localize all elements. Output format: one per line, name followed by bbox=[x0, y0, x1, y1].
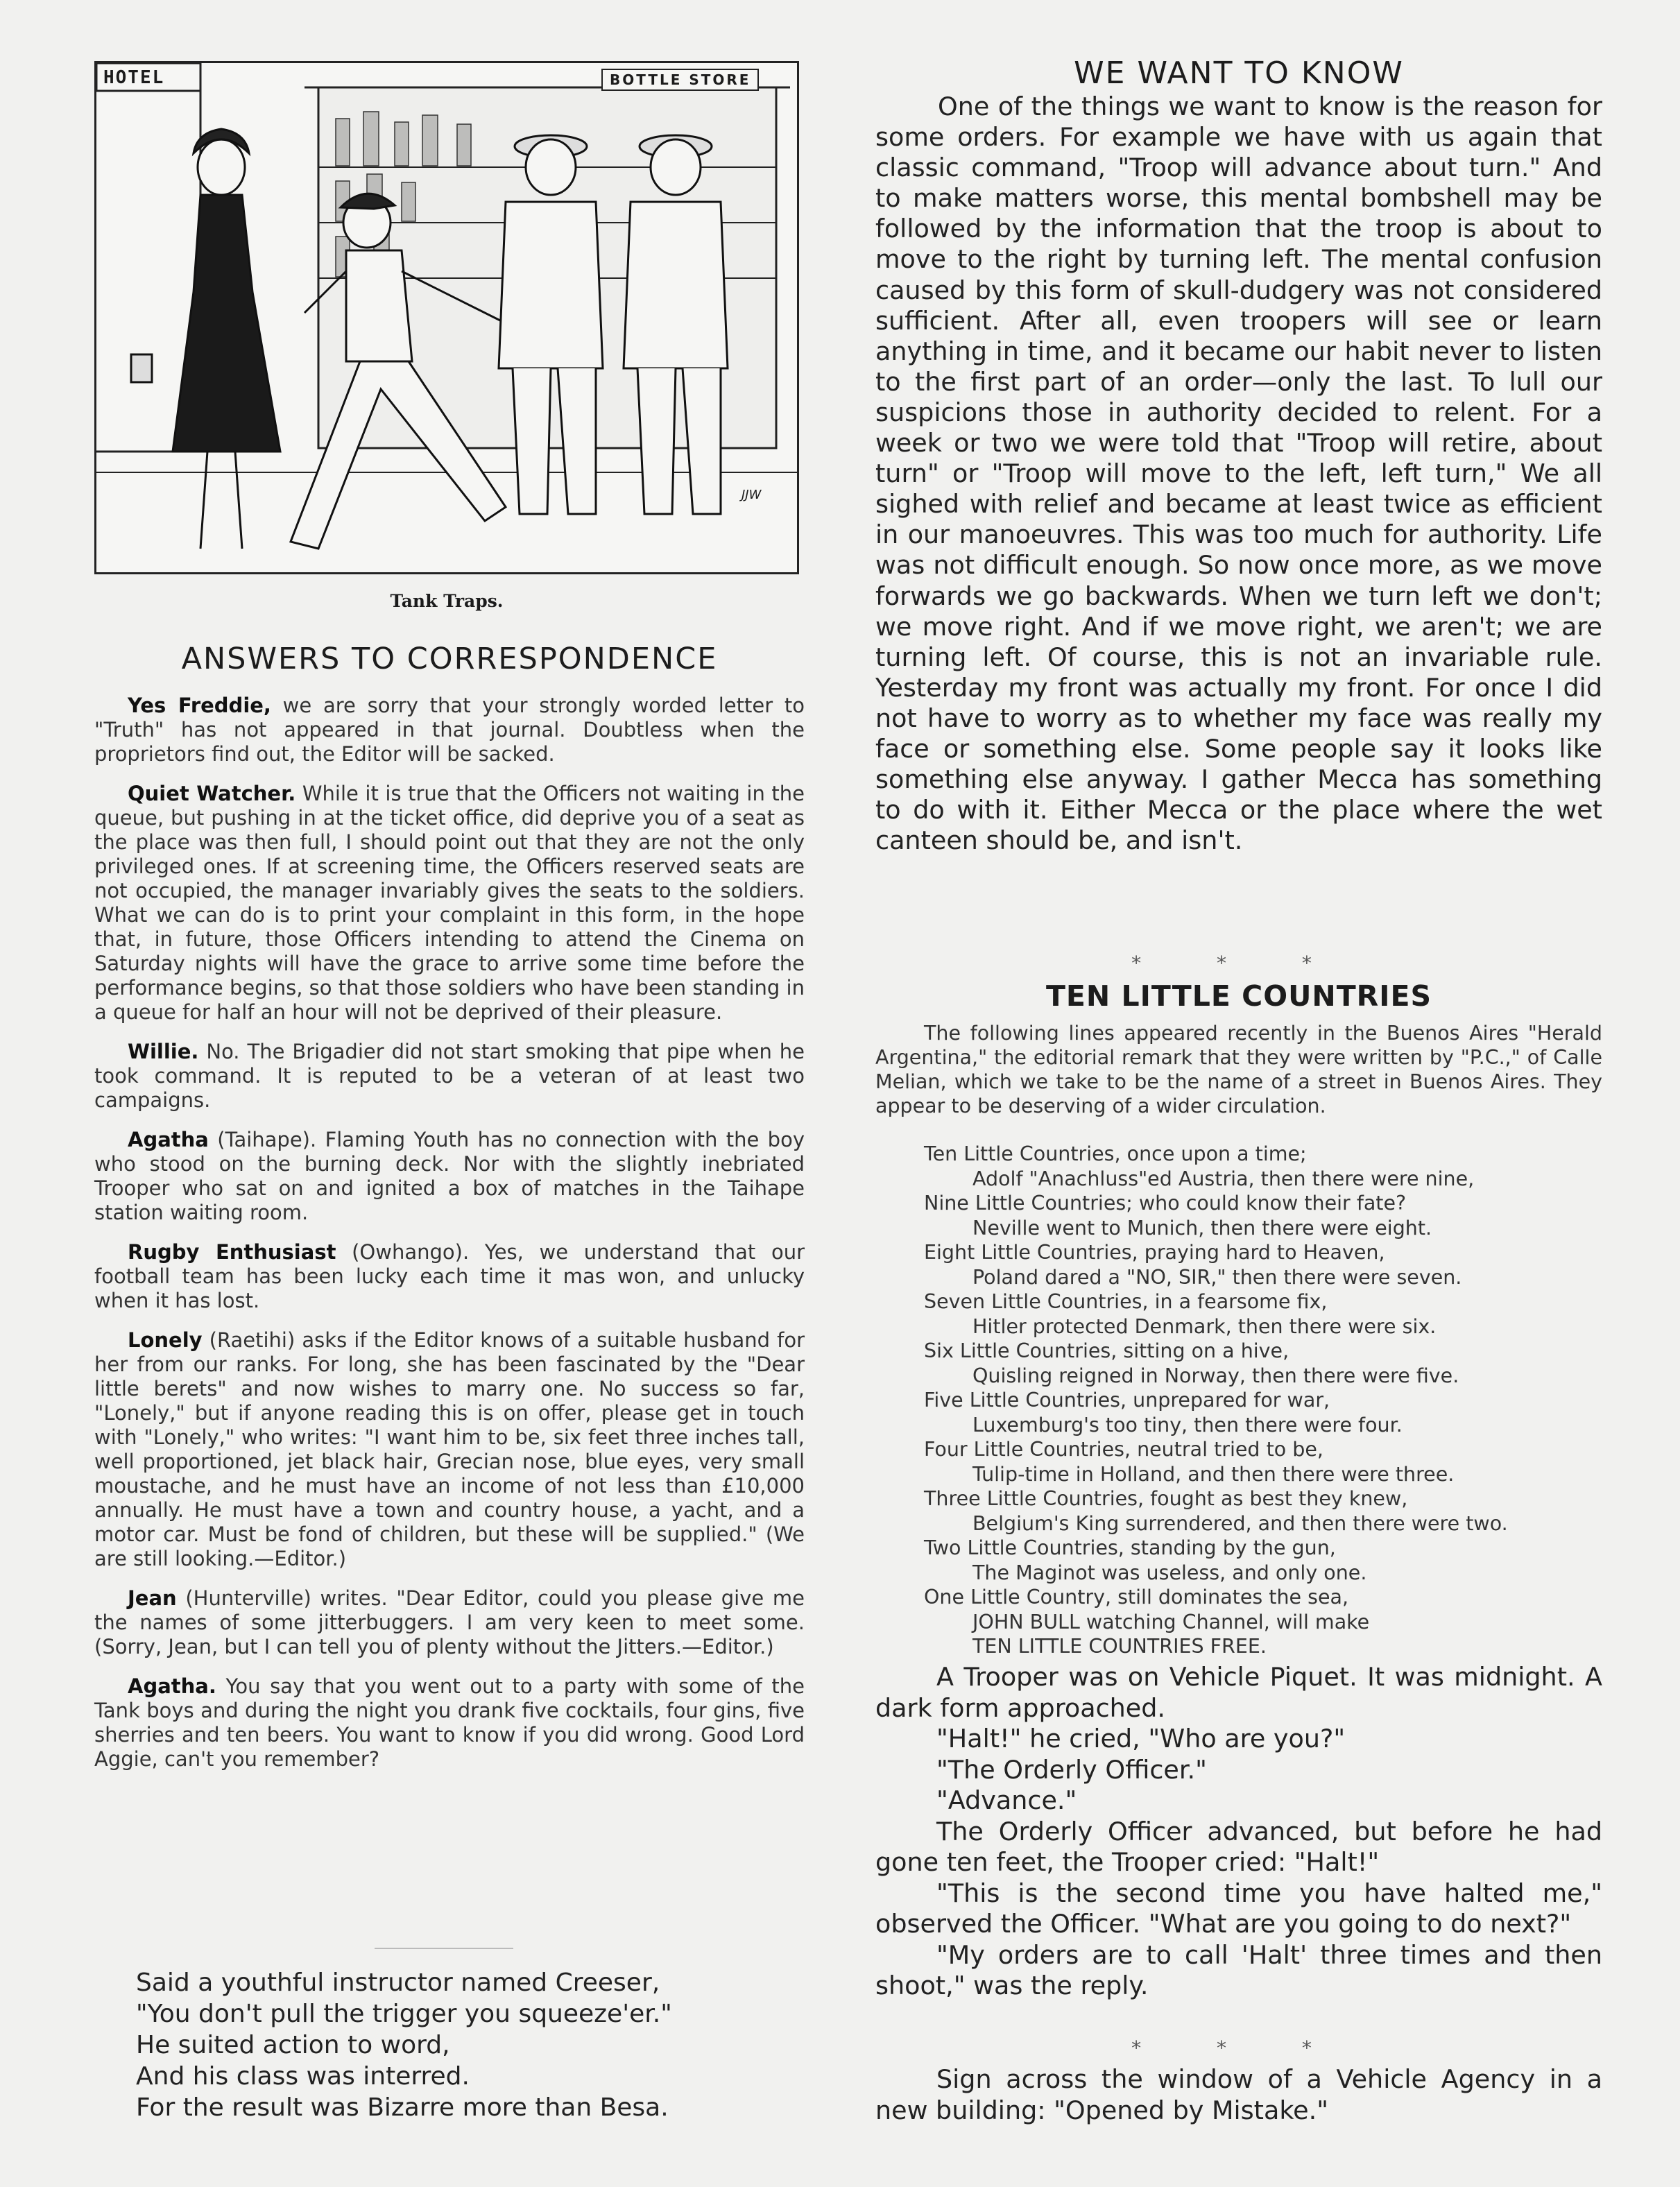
limerick-line: Said a youthful instructor named Creeser, bbox=[136, 1969, 660, 1997]
limerick bbox=[136, 1967, 802, 2123]
poem-line: Three Little Countries, fought as best they knew, bbox=[924, 1487, 1408, 1510]
limerick-line: For the result was Bizarre more than Besa. bbox=[136, 2093, 669, 2122]
want-article: One of the things we want to know is the reason for some orders. For example we have with us again that classic command, "Troop will advance about turn." And to make matters worse, this mental bombshell may be followed by the information that the troop is about to move to the right by turning left. The mental confusion caused by this form of skull-dudgery was not considered sufficient. After all, even troopers will see or learn anything in time, and it became our habit never to listen to the first part of an order—only the last. To lull our suspicions those in authority decided to relent. For a week or two we were told that "Troop will retire, about turn" or "Troop will move to the left, left turn," We all sighed with relief and became at least twice as efficient in our manoeuvres. This was too much for authority. Life was not difficult enough. So now once more, as we move forwards we go backwards. When we turn left we don't; we move right. And if we move right, we aren't; we are turning left. Of course, this is not an invariable rule. Yesterday my front was actually my front. For once I did not have to worry as to whether my face was really my face or something else. Some people say it looks like something else anyway. I gather Mecca has something to do with it. Either Mecca or the place where the wet canteen should be, and isn't. bbox=[875, 92, 1602, 856]
poem-line: JOHN BULL watching Channel, will make bbox=[972, 1610, 1370, 1633]
poem-line: Neville went to Munich, then there were eight. bbox=[972, 1216, 1432, 1240]
poem-line: Four Little Countries, neutral tried to be, bbox=[924, 1438, 1323, 1461]
bottle-store-sign: BOTTLE STORE bbox=[601, 69, 759, 91]
want-heading: WE WANT TO KNOW bbox=[1074, 55, 1404, 91]
ten-heading: TEN LITTLE COUNTRIES bbox=[1045, 979, 1432, 1013]
poem-line: Poland dared a "NO, SIR," then there were seven. bbox=[972, 1265, 1462, 1289]
separator-stars-2: * * * bbox=[1131, 2036, 1346, 2059]
poem-line: Five Little Countries, unprepared for war, bbox=[924, 1389, 1330, 1412]
poem-line: The Maginot was useless, and only one. bbox=[972, 1561, 1367, 1584]
answer-entry: Rugby Enthusiast (Owhango). Yes, we understand that our football team has been lucky each time it mas won, and unlucky when it has lost. bbox=[94, 1240, 805, 1312]
cartoon-illustration bbox=[94, 61, 799, 574]
answer-entry: Willie. No. The Brigadier did not start smoking that pipe when he took command. It is reputed to be a veteran of at least two campaigns. bbox=[94, 1040, 805, 1112]
poem-line: Eight Little Countries, praying hard to Heaven, bbox=[924, 1241, 1385, 1264]
story-paragraph: The Orderly Officer advanced, but before he had gone ten feet, the Trooper cried: "Halt!" bbox=[875, 1816, 1602, 1877]
poem-line: Quisling reigned in Norway, then there were five. bbox=[972, 1364, 1459, 1387]
answers-list bbox=[94, 694, 805, 1787]
answer-entry: Jean (Hunterville) writes. "Dear Editor, could you please give me the names of some jitterbuggers. I am very keen to meet some. (Sorry, Jean, but I can tell you of plenty without the Jitters.—Editor.) bbox=[94, 1586, 805, 1658]
vehicle-agency-joke bbox=[875, 2064, 1602, 2126]
poem-line: Adolf "Anachluss"ed Austria, then there were nine, bbox=[972, 1167, 1475, 1190]
ten-poem bbox=[924, 1142, 1611, 1659]
ten-intro: The following lines appeared recently in the Buenos Aires "Herald Argentina," the editorial remark that they were written by "P.C.," of Calle Melian, which we take to be the name of a street in Buenos Aires. They appear to be deserving of a wider circulation. bbox=[875, 1022, 1602, 1117]
cartoon-caption: Tank Traps. bbox=[390, 591, 504, 611]
story-paragraph: A Trooper was on Vehicle Piquet. It was midnight. A dark form approached. bbox=[875, 1662, 1602, 1723]
poem-line: Nine Little Countries; who could know their fate? bbox=[924, 1192, 1407, 1215]
poem-line: Tulip-time in Holland, and then there were three. bbox=[972, 1462, 1455, 1486]
poem-line: Seven Little Countries, in a fearsome fix, bbox=[924, 1290, 1328, 1313]
hotel-sign: HOTEL bbox=[103, 67, 165, 88]
cartoon-drawing bbox=[96, 63, 797, 572]
story-paragraph: "Advance." bbox=[936, 1785, 1077, 1815]
limerick-line: "You don't pull the trigger you squeeze'er." bbox=[136, 2000, 672, 2028]
story-paragraph: Sign across the window of a Vehicle Agency in a new building: "Opened by Mistake." bbox=[875, 2064, 1602, 2125]
limerick-line: He suited action to word, bbox=[136, 2031, 450, 2059]
poem-line: Ten Little Countries, once upon a time; bbox=[924, 1142, 1307, 1165]
story-paragraph: "This is the second time you have halted me," observed the Officer. "What are you going to do next?" bbox=[875, 1878, 1602, 1939]
poem-line: TEN LITTLE COUNTRIES FREE. bbox=[972, 1635, 1267, 1658]
answer-entry: Yes Freddie, we are sorry that your strongly worded letter to "Truth" has not appeared in that journal. Doubtless when the proprietors find out, the Editor will be sacked. bbox=[94, 694, 805, 766]
artist-signature: JJW bbox=[742, 488, 762, 502]
trooper-story bbox=[875, 1662, 1602, 2002]
poem-line: Hitler protected Denmark, then there were six. bbox=[972, 1314, 1437, 1338]
woman-figure bbox=[131, 129, 280, 549]
poem-line: Two Little Countries, standing by the gun, bbox=[924, 1536, 1336, 1559]
poem-line: One Little Country, still dominates the sea, bbox=[924, 1586, 1349, 1609]
divider bbox=[375, 1948, 513, 1949]
story-paragraph: "Halt!" he cried, "Who are you?" bbox=[936, 1724, 1346, 1753]
answer-entry: Agatha. You say that you went out to a party with some of the Tank boys and during the night you drank five cocktails, four gins, five sherries and ten beers. You want to know if you did wrong. Good Lord Aggie, can't you remember? bbox=[94, 1674, 805, 1771]
poem-line: Belgium's King surrendered, and then there were two. bbox=[972, 1511, 1508, 1535]
answer-entry: Lonely (Raetihi) asks if the Editor knows of a suitable husband for her from our ranks. For long, she has been fascinated by the "Dear little berets" and now wishes to marry one. No success so far, "Lonely," but if anyone reading this is on offer, please get in touch with "Lonely," who writes: "I want him to be, six feet three inches tall, well proportioned, jet black hair, Grecian nose, blue eyes, very small moustache, and he must have an income of not less than £10,000 annually. He must have a town and country house, a yacht, and a motor car. Must be fond of children, but these will be supplied." (We are still looking.—Editor.) bbox=[94, 1328, 805, 1570]
separator-stars: * * * bbox=[1131, 952, 1346, 975]
poem-line: Six Little Countries, sitting on a hive, bbox=[924, 1339, 1289, 1362]
story-paragraph: "My orders are to call 'Halt' three times and then shoot," was the reply. bbox=[875, 1939, 1602, 2000]
poem-line: Luxemburg's too tiny, then there were four. bbox=[972, 1413, 1403, 1436]
answer-entry: Quiet Watcher. While it is true that the Officers not waiting in the queue, but pushing in at the ticket office, did deprive you of a seat as the place was then full, I should point out that they are not the only privileged ones. If at screening time, the Officers reserved seats are not occupied, the manager invariably gives the seats to the soldiers. What we can do is to print your complaint in this form, in the hope that, in future, those Officers intending to attend the Cinema on Saturday nights will have the grace to arrive some time before the performance begins, so that those soldiers who have been standing in a queue for half an hour will not be deprived of their pleasure. bbox=[94, 782, 805, 1024]
answer-entry: Agatha (Taihape). Flaming Youth has no connection with the boy who stood on the burning deck. Nor with the slightly inebriated Trooper who sat on and ignited a box of matches in the Taihape station waiting room. bbox=[94, 1128, 805, 1224]
story-paragraph: "The Orderly Officer." bbox=[936, 1754, 1207, 1785]
limerick-line: And his class was interred. bbox=[136, 2062, 470, 2091]
answers-heading: ANSWERS TO CORRESPONDENCE bbox=[181, 642, 718, 676]
